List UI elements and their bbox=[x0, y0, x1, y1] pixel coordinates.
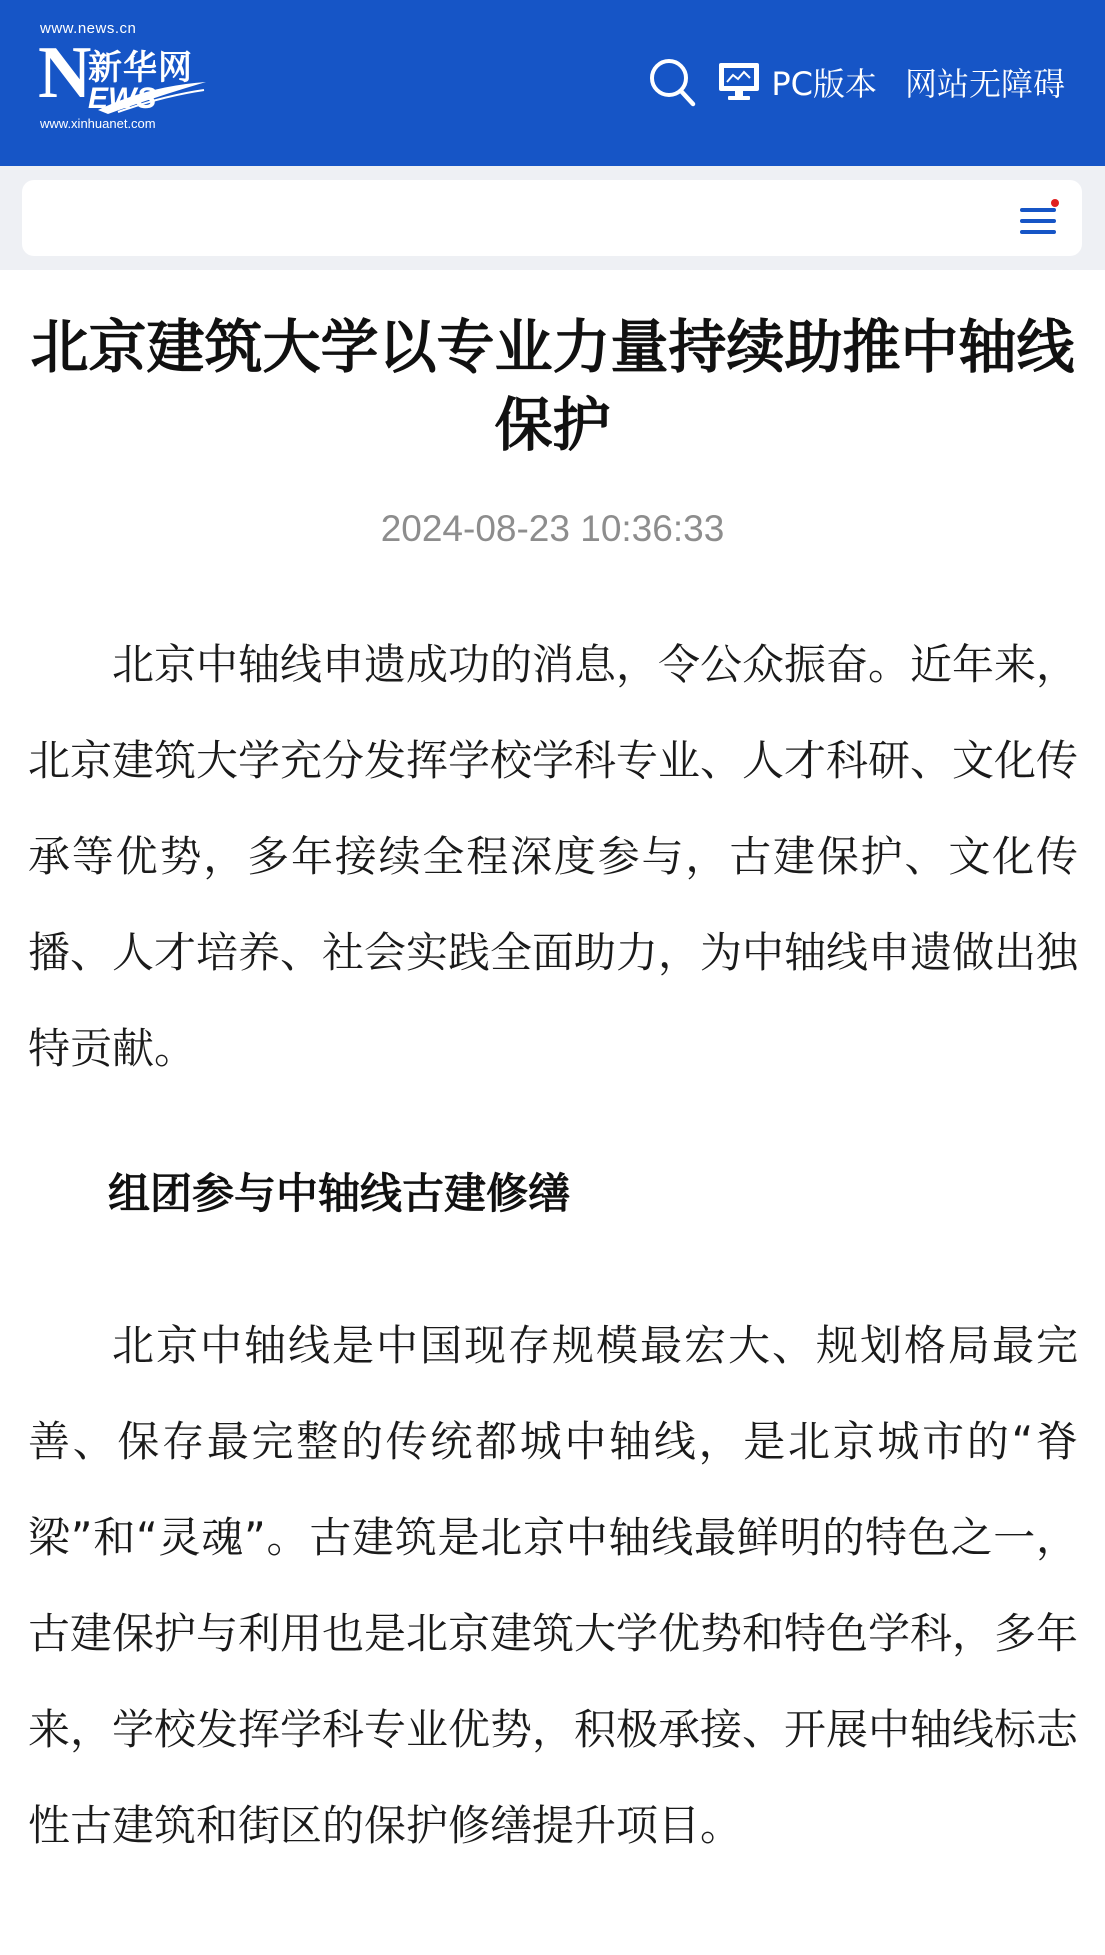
xinhua-logo[interactable] bbox=[38, 20, 208, 130]
article-title: 北京建筑大学以专业力量持续助推中轴线保护 bbox=[30, 313, 1075, 459]
menu-icon bbox=[1014, 198, 1062, 242]
pc-version-button[interactable] bbox=[717, 59, 877, 105]
article-date: 2024-08-23 10:36:33 bbox=[380, 508, 725, 549]
menu-button[interactable] bbox=[1014, 198, 1062, 242]
search-button[interactable] bbox=[645, 55, 699, 109]
article-paragraph: 北京中轴线申遗成功的消息，令公众振奋。近年来，北京建筑大学充分发挥学校学科专业、人才科研、文化传承等优势，多年接续全程深度参与，古建保护、文化传播、人才培养、社会实践全面助力，为中轴线申遗做出独特贡献。 bbox=[28, 640, 1079, 1073]
header-actions bbox=[645, 50, 1065, 114]
search-icon bbox=[648, 57, 696, 107]
pc-version-label: PC版本 bbox=[771, 65, 877, 103]
logo-url-top: www.news.cn bbox=[40, 20, 137, 37]
article-paragraph: 北京中轴线是中国现存规模最宏大、规划格局最完善、保存最完整的传统都城中轴线，是北京城市的“脊梁”和“灵魂”。古建筑是北京中轴线最鲜明的特色之一，古建保护与利用也是北京建筑大学优势和特色学科，多年来，学校发挥学科专业优势，积极承接、开展中轴线标志性古建筑和街区的保护修缮提升项目。 bbox=[28, 1321, 1079, 1850]
monitor-icon bbox=[717, 61, 761, 103]
logo-letters-ews: EWS bbox=[88, 82, 157, 115]
accessibility-link[interactable]: 网站无障碍 bbox=[904, 65, 1065, 103]
nav-bar bbox=[22, 180, 1082, 256]
logo-url-bottom: www.xinhuanet.com bbox=[40, 116, 156, 131]
logo-letter-n: N bbox=[38, 32, 92, 114]
site-header bbox=[0, 0, 1105, 166]
article-subheading: 组团参与中轴线古建修缮 bbox=[108, 1169, 571, 1218]
logo-name-cn: 新华网 bbox=[88, 48, 193, 88]
